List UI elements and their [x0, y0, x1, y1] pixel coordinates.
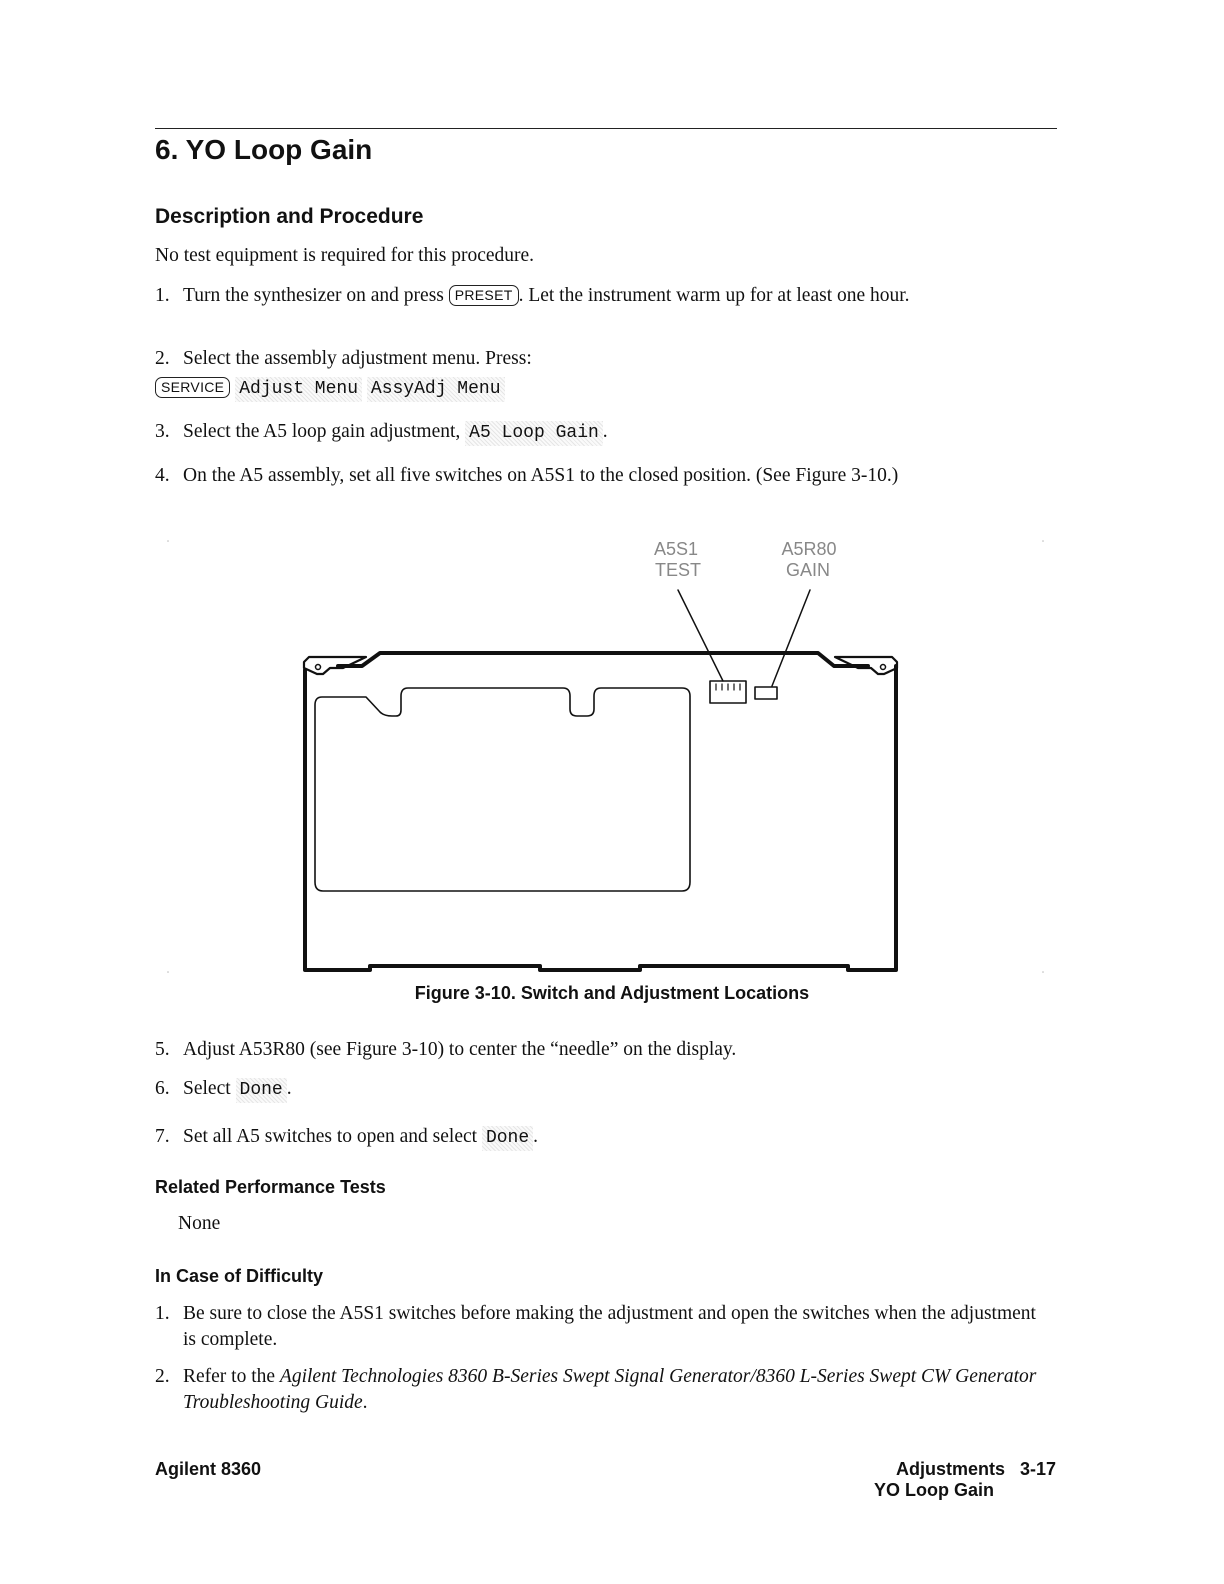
- figure-corner-mark: [167, 971, 169, 973]
- step-number: 6.: [155, 1078, 170, 1099]
- a5-loop-gain-softkey[interactable]: A5 Loop Gain: [465, 421, 603, 446]
- step-body: [183, 1076, 1053, 1103]
- figure-caption: Figure 3-10. Switch and Adjustment Locations: [414, 983, 810, 1003]
- pot-leader-line: [772, 590, 810, 686]
- step-number: 7.: [155, 1126, 170, 1147]
- step-body: Adjust A53R80 (see Figure 3-10) to center the “needle” on the display.: [183, 1039, 737, 1060]
- figure-corner-mark: [1042, 540, 1044, 542]
- test-label: TEST: [654, 560, 702, 580]
- item-number: 1.: [155, 1303, 170, 1324]
- step-text: Set all A5 switches to open and select: [183, 1126, 482, 1147]
- item-body: [183, 1364, 1053, 1416]
- right-tab-hole: [881, 665, 886, 670]
- a5r80-potentiometer: [755, 687, 777, 699]
- step-body: [183, 1124, 1053, 1151]
- step-text: .: [602, 421, 608, 442]
- difficulty-heading: In Case of Difficulty: [155, 1266, 324, 1286]
- service-key[interactable]: SERVICE: [155, 377, 230, 398]
- adjust-menu-softkey[interactable]: Adjust Menu: [235, 377, 362, 402]
- assyadj-menu-softkey[interactable]: AssyAdj Menu: [367, 377, 505, 402]
- a5s1-switch: [710, 681, 746, 703]
- preset-key[interactable]: PRESET: [449, 285, 519, 306]
- gain-label: GAIN: [785, 560, 831, 580]
- footer-subsection: YO Loop Gain: [874, 1480, 994, 1500]
- switch-leader-line: [678, 590, 723, 681]
- section-heading: Description and Procedure: [155, 205, 424, 228]
- step-number: 4.: [155, 465, 170, 486]
- step-number: 2.: [155, 348, 170, 369]
- done-softkey[interactable]: Done: [236, 1078, 287, 1103]
- item-number: 2.: [155, 1366, 170, 1387]
- related-tests-value: None: [178, 1213, 221, 1234]
- a5s1-label: A5S1: [653, 539, 699, 559]
- footer-page-info: [860, 1459, 1056, 1501]
- troubleshooting-guide-title: Agilent Technologies 8360 B-Series Swept Signal Generator/8360 L-Series Swept CW Generator Troubleshooting Guide: [183, 1366, 1037, 1413]
- board-top-edge: [338, 653, 868, 666]
- figure-corner-mark: [167, 540, 169, 542]
- step-text: Turn the synthesizer on and press: [183, 285, 449, 306]
- footer-section-page: Adjustments 3-17: [895, 1459, 1056, 1479]
- step-text: .: [286, 1078, 292, 1099]
- step-body: [183, 419, 1053, 446]
- step-text: . Let the instrument warm up for at least one hour.: [518, 285, 910, 306]
- item-text: Refer to the: [183, 1366, 280, 1387]
- item-text: .: [362, 1392, 368, 1413]
- board-outline: [305, 666, 896, 970]
- footer-product-name: Agilent 8360: [155, 1459, 262, 1479]
- step-body: [161, 346, 1053, 402]
- intro-text: No test equipment is required for this procedure.: [155, 245, 535, 266]
- right-ejector-tab: [835, 657, 897, 674]
- step-number: 1.: [155, 285, 170, 306]
- left-ejector-tab: [304, 657, 366, 674]
- step-text: .: [533, 1126, 539, 1147]
- step-text: Select the assembly adjustment menu. Press:: [183, 348, 532, 369]
- inner-shield-region: [315, 688, 690, 891]
- left-tab-hole: [316, 665, 321, 670]
- related-tests-heading: Related Performance Tests: [155, 1177, 386, 1197]
- step-body: [183, 283, 1053, 309]
- step-text: Select the A5 loop gain adjustment,: [183, 421, 466, 442]
- a5r80-label: A5R80: [781, 539, 837, 559]
- figure-corner-mark: [1042, 971, 1044, 973]
- step-number: 5.: [155, 1039, 170, 1060]
- step-text: Select: [183, 1078, 236, 1099]
- page-title: 6. YO Loop Gain: [155, 134, 373, 165]
- done-softkey[interactable]: Done: [482, 1126, 533, 1151]
- top-rule: [155, 128, 1057, 129]
- step-number: 3.: [155, 421, 170, 442]
- step-body: On the A5 assembly, set all five switches on A5S1 to the closed position. (See Figure 3-10.): [183, 465, 899, 486]
- item-body: Be sure to close the A5S1 switches before making the adjustment and open the switches when the adjustment is complete.: [183, 1303, 1036, 1350]
